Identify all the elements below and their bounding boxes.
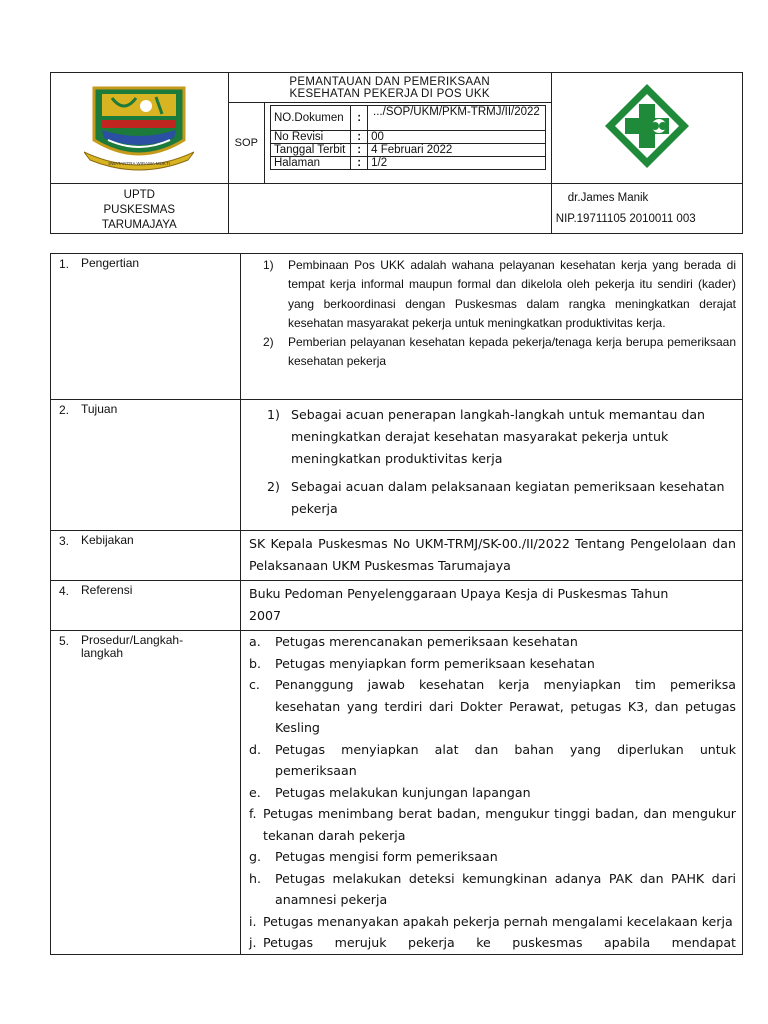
- list-item: [249, 739, 736, 782]
- meta-colon: :: [351, 131, 368, 144]
- section-title: Pengertian: [81, 256, 140, 270]
- section-number: 5.: [59, 634, 70, 648]
- section-tujuan: [51, 400, 743, 531]
- meta-value: 00: [368, 131, 546, 144]
- sop-header-table: [50, 72, 743, 234]
- meta-colon: :: [351, 106, 368, 131]
- org-line-2: PUSKESMAS: [103, 204, 176, 216]
- section-kebijakan: [51, 531, 743, 581]
- meta-key: No Revisi: [270, 131, 350, 144]
- regency-emblem-icon: [84, 80, 194, 172]
- list-text: Petugas melakukan deteksi kemungkinan adanya PAK dan PAHK dari anamnesi pekerja: [275, 870, 736, 907]
- list-text: Petugas mengisi form pemeriksaan: [275, 849, 498, 864]
- meta-colon: :: [351, 144, 368, 157]
- list-item: [249, 911, 736, 933]
- list-marker: 2): [263, 335, 274, 350]
- meta-value: 4 Februari 2022: [368, 144, 546, 157]
- section-prosedur: [51, 631, 743, 955]
- title-line-1: PEMANTAUAN DAN PEMERIKSAAN: [289, 76, 490, 88]
- list-text: Petugas menyiapkan form pemeriksaan kesehatan: [275, 655, 595, 671]
- meta-row: [270, 131, 545, 144]
- section-label: [51, 631, 241, 955]
- meta-row: [270, 144, 545, 157]
- list-marker: 2): [267, 479, 280, 494]
- list-marker: j.: [249, 935, 257, 950]
- section-title: Referensi: [81, 583, 133, 597]
- section-number: 2.: [59, 403, 70, 417]
- meta-key: Tanggal Terbit: [270, 144, 350, 157]
- meta-key: NO.Dokumen: [270, 106, 350, 131]
- signer-cell: [551, 184, 742, 234]
- signer-name: dr.James Manik: [567, 191, 649, 204]
- list-text: Petugas merujuk pekerja ke puskesmas apabila mendapat: [263, 935, 736, 950]
- meta-row: [270, 106, 545, 131]
- list-marker: c.: [249, 677, 260, 692]
- document-meta-table: [270, 105, 546, 170]
- section-label: [51, 400, 241, 531]
- title-line-2: KESEHATAN PEKERJA DI POS UKK: [289, 88, 490, 100]
- document-title: [228, 73, 551, 103]
- section-label: [51, 581, 241, 631]
- section-label: [51, 531, 241, 581]
- puskesmas-cross-icon: [599, 78, 695, 174]
- list-item: [249, 846, 736, 868]
- section-content: [241, 254, 743, 400]
- section-number: 4.: [59, 584, 70, 598]
- list-marker: h.: [249, 870, 261, 886]
- list-item: [249, 868, 736, 911]
- meta-row: [270, 157, 545, 170]
- list-marker: 1): [263, 258, 274, 272]
- list-marker: e.: [249, 784, 261, 800]
- meta-value: 1/2: [368, 157, 546, 170]
- section-content: [241, 400, 743, 531]
- list-item: [249, 932, 736, 954]
- list-item: [249, 631, 736, 653]
- sop-label: SOP: [228, 103, 264, 184]
- list-text: Pembinaan Pos UKK adalah wahana pelayanan kesehatan kerja yang berada di tempat kerja informal maupun formal dan dikelola oleh pekerja itu sendiri (kader) yang berkoordinasi dengan Puskesmas dalam rangka meningkatkan derajat kesehatan masyarakat pekerja untuk meningkatkan produktivitas kerja.: [288, 258, 736, 330]
- list-marker: i.: [249, 913, 257, 929]
- org-line-1: UPTD: [123, 189, 155, 201]
- list-text: Petugas menimbang berat badan, mengukur tinggi badan, dan mengukur tekanan darah pekerja: [263, 806, 736, 843]
- meta-colon: :: [351, 157, 368, 170]
- list-text: Sebagai acuan penerapan langkah-langkah untuk memantau dan meningkatkan derajat kesehatan masyarakat pekerja untuk meningkatkan produktivitas kerja: [291, 407, 706, 466]
- right-logo-cell: [551, 73, 742, 184]
- organization-cell: [51, 184, 229, 234]
- org-line-3: TARUMAJAYA: [101, 219, 177, 231]
- left-logo-cell: [51, 73, 229, 184]
- list-marker: 1): [267, 407, 280, 422]
- list-marker: b.: [249, 655, 261, 671]
- section-content: [241, 631, 743, 955]
- emblem-motto: SWATANTRA WIBAWA MUKTI: [108, 160, 171, 166]
- list-item: [267, 476, 736, 520]
- list-item: [263, 333, 736, 372]
- document-meta-cell: [264, 103, 551, 184]
- list-marker: g.: [249, 849, 261, 864]
- section-referensi: [51, 581, 743, 631]
- section-title: Tujuan: [81, 402, 118, 416]
- signer-nip: NIP.19711105 2010011 003: [555, 212, 696, 225]
- section-content: [241, 581, 743, 631]
- reference-text: Buku Pedoman Penyelenggaraan Upaya Kesja di Puskesmas Tahun 2007: [249, 586, 669, 623]
- list-text: Petugas menyiapkan alat dan bahan yang diperlukan untuk pemeriksaan: [275, 741, 736, 778]
- list-text: Penanggung jawab kesehatan kerja menyiapkan tim pemeriksa kesehatan yang terdiri dari Dokter Perawat, petugas K3, dan petugas Kesling: [275, 677, 736, 735]
- list-marker: f.: [249, 806, 257, 821]
- list-text: Petugas melakukan kunjungan lapangan: [275, 784, 531, 800]
- section-label: [51, 254, 241, 400]
- section-title: Prosedur/Langkah-langkah: [81, 633, 184, 660]
- list-text: Petugas merencanakan pemeriksaan kesehatan: [275, 634, 578, 649]
- blank-signature-space: [228, 184, 551, 234]
- list-marker: a.: [249, 634, 261, 649]
- meta-value: .../SOP/UKM/PKM-TRMJ/II/2022: [368, 106, 546, 131]
- section-pengertian: [51, 254, 743, 400]
- section-number: 1.: [59, 257, 70, 271]
- list-text: Petugas menanyakan apakah pekerja pernah mengalami kecelakaan kerja: [263, 913, 733, 929]
- list-item: [267, 404, 736, 470]
- list-marker: d.: [249, 741, 261, 757]
- list-item: [249, 674, 736, 739]
- section-title: Kebijakan: [81, 533, 134, 547]
- policy-text: SK Kepala Puskesmas No UKM-TRMJ/SK-00./II/2022 Tentang Pengelolaan dan Pelaksanaan UKM Puskesmas Tarumajaya: [249, 536, 736, 573]
- list-item: [263, 256, 736, 333]
- list-text: Sebagai acuan dalam pelaksanaan kegiatan pemeriksaan kesehatan pekerja: [291, 479, 725, 516]
- section-content: [241, 531, 743, 581]
- sop-body-table: [50, 253, 743, 955]
- list-item: [249, 653, 736, 675]
- list-item: [249, 803, 736, 846]
- section-number: 3.: [59, 534, 70, 548]
- list-text: Pemberian pelayanan kesehatan kepada pekerja/tenaga kerja berupa pemeriksaan kesehatan pekerja: [288, 335, 736, 369]
- meta-key: Halaman: [270, 157, 350, 170]
- list-item: [249, 782, 736, 804]
